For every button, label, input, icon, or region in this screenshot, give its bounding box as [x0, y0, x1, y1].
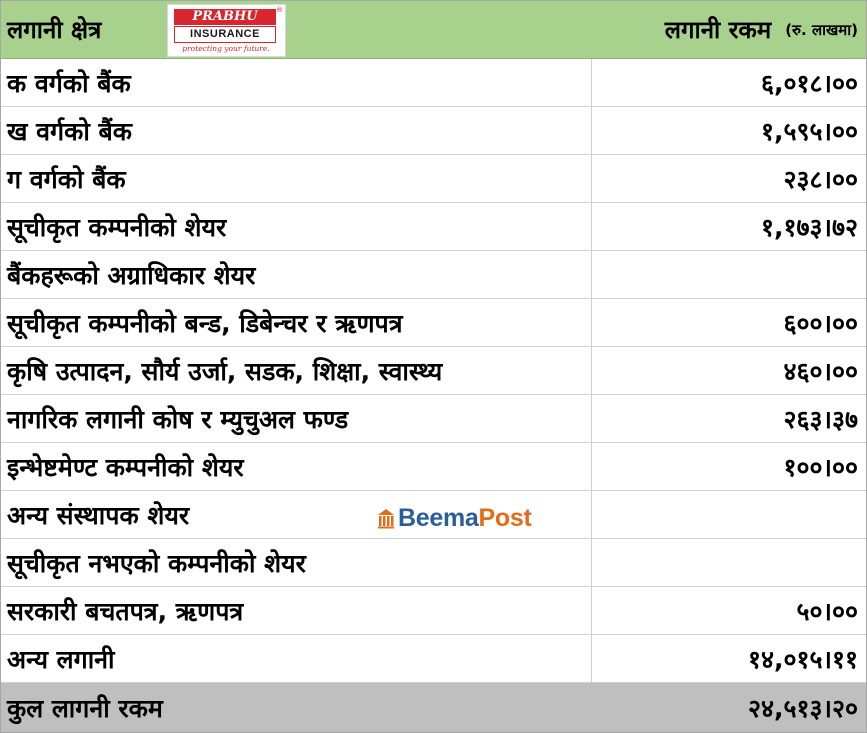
post-text: Post: [478, 503, 532, 532]
table-row: [1, 635, 866, 683]
table-row: [1, 155, 866, 203]
table-row: [1, 299, 866, 347]
total-amount: २४,५१३।२०: [748, 693, 858, 723]
amount-value: ६,०१८।००: [761, 68, 858, 98]
amount-column-header: [665, 1, 858, 58]
table-header: [1, 1, 866, 59]
sector-label: अन्य संस्थापक शेयर: [7, 500, 190, 530]
amount-value: ६००।००: [783, 308, 858, 338]
sector-label: कृषि उत्पादन, सौर्य उर्जा, सडक, शिक्षा, स्वास्थ्य: [7, 356, 443, 386]
building-icon: [377, 507, 395, 529]
amount-header-label: लगानी रकम: [664, 16, 772, 44]
amount-value: १००।००: [783, 452, 858, 482]
table-row: [1, 395, 866, 443]
beemapost-watermark: [377, 503, 531, 533]
table-row: [1, 251, 866, 299]
sector-column-header: लगानी क्षेत्र: [7, 16, 102, 44]
beema-text: Beema: [398, 503, 479, 532]
amount-value: २३८।००: [783, 164, 858, 194]
total-row: [1, 683, 866, 732]
amount-value: ४६०।००: [783, 356, 858, 386]
sector-label: सरकारी बचतपत्र, ऋणपत्र: [7, 596, 244, 626]
sector-label: ख वर्गको बैंक: [7, 116, 132, 146]
table-row: [1, 443, 866, 491]
sector-label: ग वर्गको बैंक: [7, 164, 126, 194]
sector-label: नागरिक लगानी कोष र म्युचुअल फण्ड: [7, 404, 349, 434]
logo-insurance-text: INSURANCE: [174, 26, 276, 43]
total-label: कुल लागनी रकम: [7, 693, 163, 723]
amount-value: १,५९५।००: [761, 116, 858, 146]
sector-label: सूचीकृत नभएको कम्पनीको शेयर: [7, 548, 306, 578]
table-row: [1, 59, 866, 107]
sector-label: क वर्गको बैंक: [7, 68, 131, 98]
sector-label: बैंकहरूको अग्राधिकार शेयर: [7, 260, 256, 290]
beemapost-wordmark: [398, 504, 531, 533]
table-row: [1, 107, 866, 155]
prabhu-insurance-logo: [167, 4, 286, 57]
sector-label: सूचीकृत कम्पनीको शेयर: [7, 212, 227, 242]
logo-brand-text: PRABHU: [174, 9, 276, 25]
amount-unit: (रु. लाखमा): [785, 20, 858, 39]
amount-value: २६३।३७: [783, 404, 858, 434]
table-row: [1, 587, 866, 635]
sector-label: सूचीकृत कम्पनीको बन्ड, डिबेन्चर र ऋणपत्र: [7, 308, 403, 338]
amount-value: १४,०१५।११: [748, 644, 858, 674]
amount-value: ५०।००: [796, 596, 858, 626]
sector-label: अन्य लगानी: [7, 644, 115, 674]
table-row: [1, 203, 866, 251]
column-divider: [591, 59, 592, 683]
amount-value: १,१७३।७२: [761, 212, 858, 242]
logo-tagline: protecting your future.: [182, 44, 270, 53]
table-row: [1, 539, 866, 587]
table-row: [1, 347, 866, 395]
registered-mark: ®: [276, 6, 283, 14]
sector-label: इन्भेष्टमेण्ट कम्पनीको शेयर: [7, 452, 244, 482]
